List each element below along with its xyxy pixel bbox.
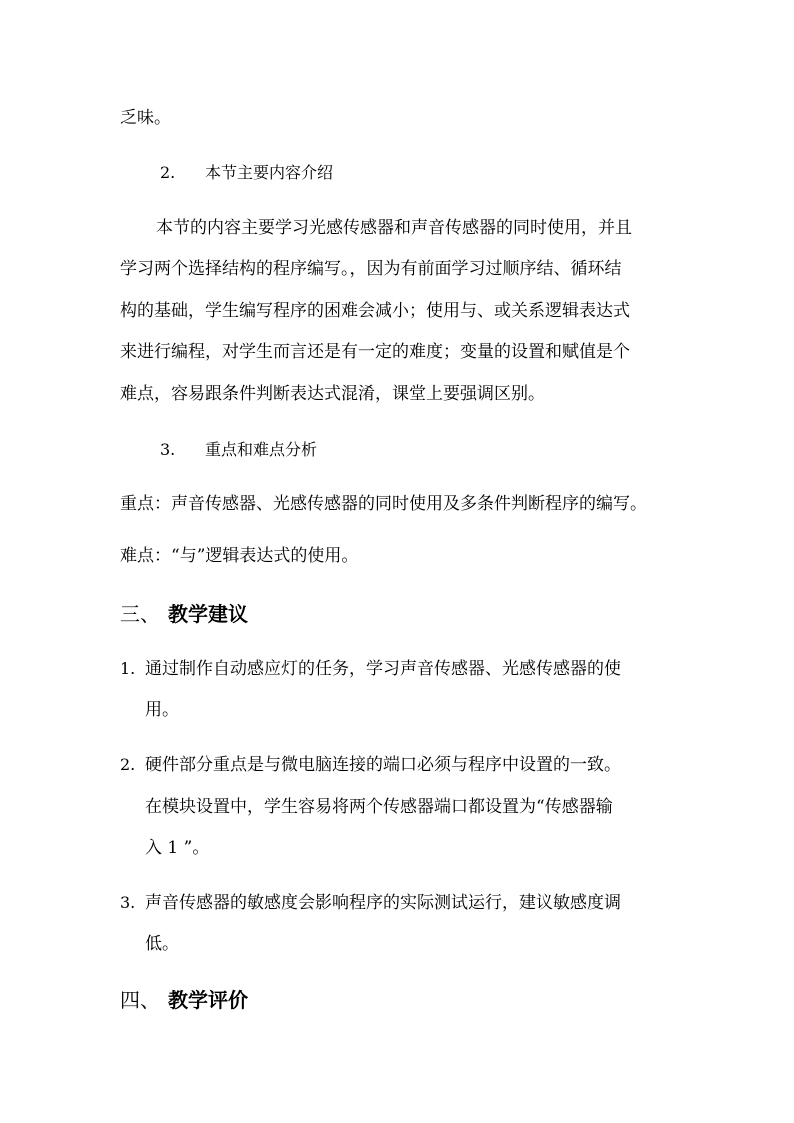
subheading-number: 3. [160,440,176,459]
section-number: 四、 [120,988,160,1012]
paragraph-line: 难点，容易跟条件判断表达式混淆，课堂上要强调区别。 [120,384,545,404]
list-item-line: 声音传感器的敏感度会影响程序的实际测试运行，建议敏感度调 [145,893,621,913]
difficulty-line: 难点：“与”逻辑表达式的使用。 [120,546,359,566]
paragraph-line: 构的基础，学生编写程序的困难会减小；使用与、或关系逻辑表达式 [120,301,630,321]
paragraph-line: 本节的内容主要学习光感传感器和声音传感器的同时使用，并且 [156,218,632,238]
paragraph-line: 来进行编程，对学生而言还是有一定的难度；变量的设置和赋值是个 [120,342,630,362]
list-item-line: 在模块设置中，学生容易将两个传感器端口都设置为“传感器输 [145,797,613,817]
paragraph-ending: 乏味。 [120,108,171,128]
subheading-title: 本节主要内容介绍 [205,163,334,182]
subheading-number: 2. [160,163,176,182]
list-item-number: 3. [120,893,136,912]
key-point-line: 重点：声音传感器、光感传感器的同时使用及多条件判断程序的编写。 [120,494,647,514]
subheading-title: 重点和难点分析 [205,440,318,459]
list-item-number: 2. [120,755,136,774]
section-title: 教学评价 [168,988,248,1012]
list-item-line: 入 1 ”。 [145,838,210,858]
paragraph-line: 学习两个选择结构的程序编写。，因为有前面学习过顺序结、循环结 [120,259,622,279]
section-heading-teaching-evaluation [120,988,248,1012]
list-item-line: 低。 [145,934,179,954]
section-title: 教学建议 [168,602,248,626]
list-item-line: 通过制作自动感应灯的任务，学习声音传感器、光感传感器的使 [145,659,621,679]
list-item-line: 硬件部分重点是与微电脑连接的端口必须与程序中设置的一致。 [145,755,621,775]
list-item-line: 用。 [145,700,179,720]
section-heading-teaching-suggestions [120,602,248,626]
list-item-number: 1. [120,659,136,678]
section-number: 三、 [120,602,160,626]
